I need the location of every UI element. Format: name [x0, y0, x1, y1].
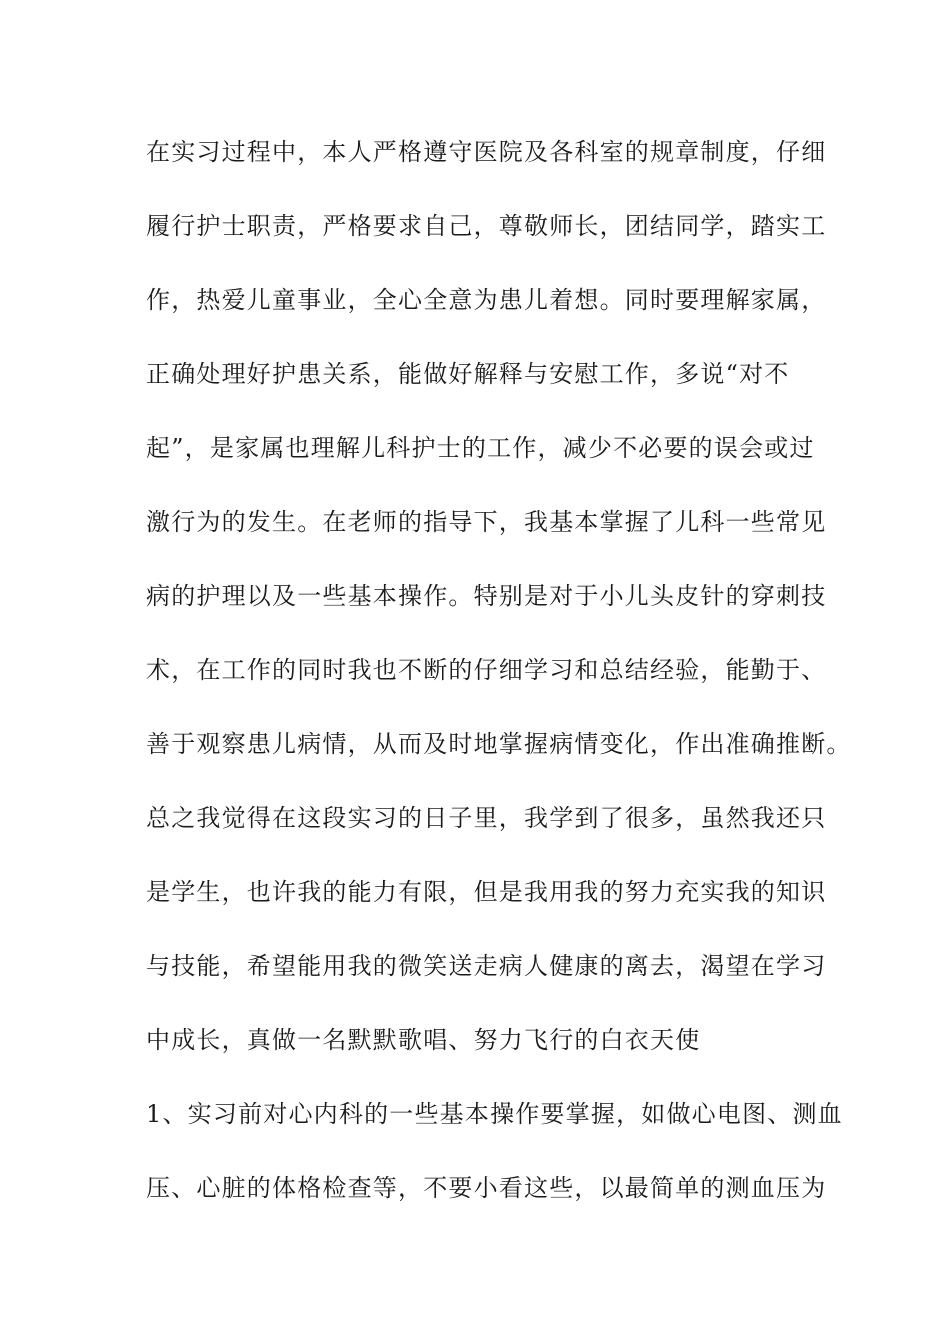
text-line-11: 是学生，也许我的能力有限，但是我用我的努力充实我的知识 — [146, 878, 827, 906]
text-line-10: 总之我觉得在这段实习的日子里，我学到了很多，虽然我还只 — [146, 804, 827, 832]
text-line-1: 在实习过程中，本人严格遵守医院及各科室的规章制度，仔细 — [146, 138, 827, 166]
text-line-6: 激行为的发生。在老师的指导下，我基本掌握了儿科一些常见 — [146, 508, 827, 536]
text-line-5: 起”，是家属也理解儿科护士的工作，减少不必要的误会或过 — [146, 434, 815, 462]
text-line-9: 善于观察患儿病情，从而及时地掌握病情变化，作出准确推断。 — [146, 730, 852, 758]
text-line-12: 与技能，希望能用我的微笑送走病人健康的离去，渴望在学习 — [146, 952, 827, 980]
text-line-13: 中成长，真做一名默默歌唱、努力飞行的白衣天使 — [146, 1026, 701, 1054]
text-line-8: 术，在工作的同时我也不断的仔细学习和总结经验，能勤于、 — [146, 656, 827, 684]
text-line-14: 1、实习前对心内科的一些基本操作要掌握，如做心电图、测血 — [146, 1100, 843, 1128]
text-line-7: 病的护理以及一些基本操作。特别是对于小儿头皮针的穿刺技 — [146, 582, 827, 610]
text-line-15: 压、心脏的体格检查等，不要小看这些，以最简单的测血压为 — [146, 1174, 827, 1202]
text-line-2: 履行护士职责，严格要求自己，尊敬师长，团结同学，踏实工 — [146, 212, 827, 240]
text-line-4: 正确处理好护患关系，能做好解释与安慰工作，多说“对不 — [146, 360, 790, 388]
text-line-3: 作，热爱儿童事业，全心全意为患儿着想。同时要理解家属， — [146, 286, 827, 314]
